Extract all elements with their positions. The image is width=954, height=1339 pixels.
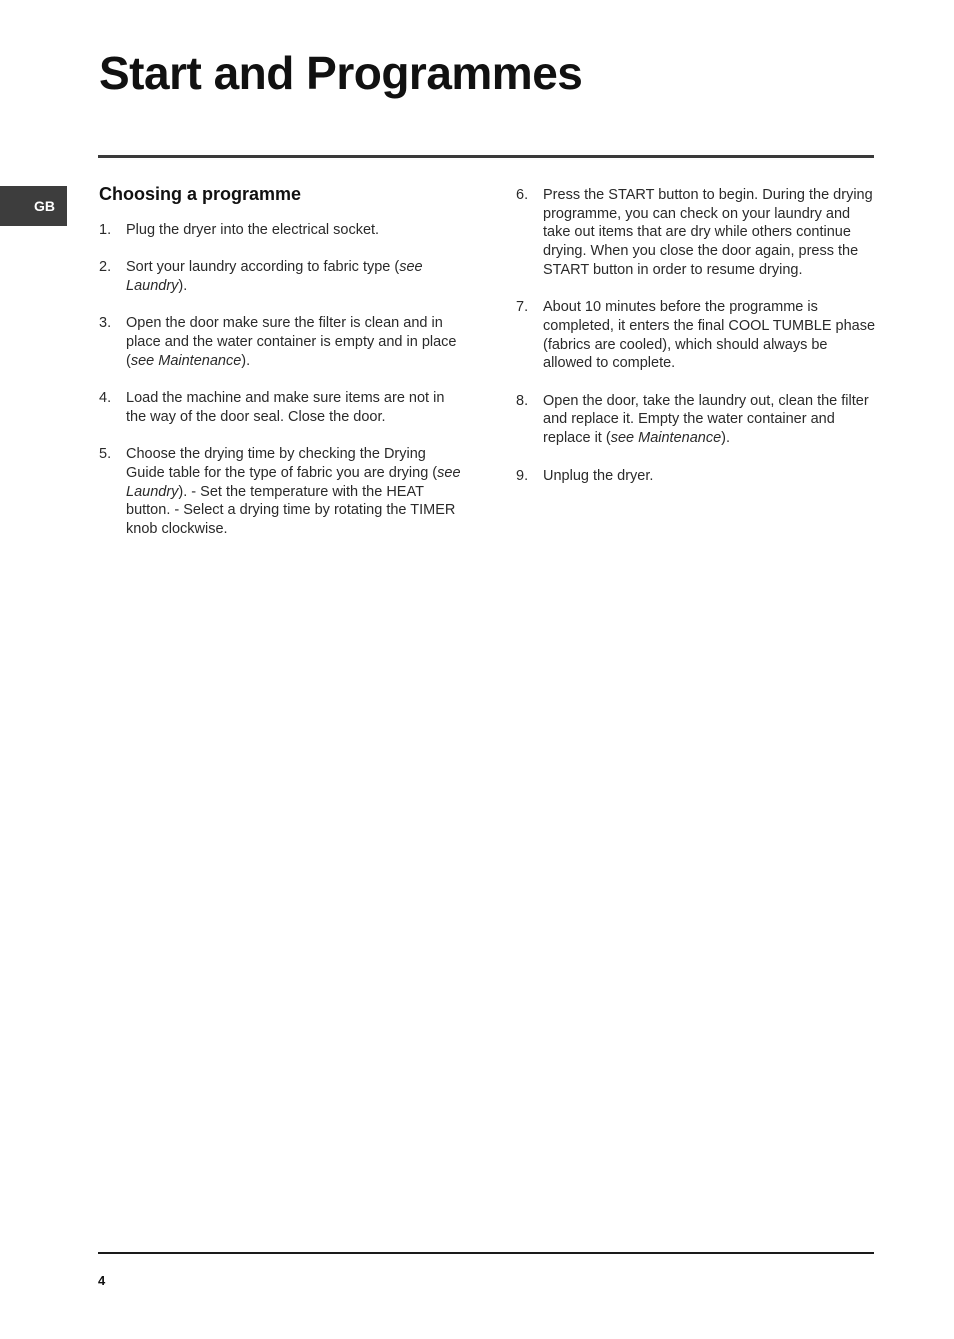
step-number: 6. — [516, 187, 529, 203]
step-text-after: ). — [721, 430, 730, 447]
cross-reference: see Maintenance — [130, 352, 242, 369]
step-text-after: ). — [178, 278, 188, 295]
sub-instruction: - Select a drying time by rotating the TIMER knob clockwise. — [126, 502, 456, 538]
step-text: Unplug the dryer. — [543, 467, 654, 484]
step-text — [543, 392, 876, 448]
step-text-before: Drying Guide table for the type of fabric you are drying ( — [126, 446, 438, 482]
step-text-after: ). — [178, 483, 188, 500]
step-text: About 10 minutes before the programme is completed, it enters the final COOL TUMBLE phase (fabrics are cooled), which should always be allowed to complete. — [543, 299, 876, 372]
step-text-before: Open the door, take the laundry out, clean the filter and replace it. Empty the water container and replace it ( — [543, 392, 869, 447]
step-text — [126, 445, 461, 539]
step-text-after: ). — [241, 352, 251, 369]
step-5 — [99, 445, 461, 539]
step-line: Choose the drying time by checking the — [126, 446, 380, 463]
language-tab: GB — [0, 186, 67, 226]
step-text-before: Open the door make sure the filter is clean and in place and the water container is empty and in place ( — [126, 315, 457, 369]
step-number: 4. — [99, 390, 112, 407]
steps-list-left — [99, 221, 461, 539]
footer-divider — [98, 1252, 874, 1254]
step-number: 8. — [516, 392, 529, 409]
step-1 — [99, 221, 461, 240]
step-number: 9. — [516, 467, 529, 484]
page-number: 4 — [98, 1273, 106, 1288]
step-text: Plug the dryer into the electrical socket. — [126, 222, 380, 238]
section-heading: Choosing a programme — [99, 184, 302, 204]
step-text: Load the machine and make sure items are not in the way of the door seal. Close the door. — [126, 390, 445, 425]
step-text — [126, 258, 461, 295]
step-7 — [516, 298, 876, 373]
header-divider — [98, 155, 874, 158]
step-number: 5. — [99, 446, 112, 463]
cross-reference: see Maintenance — [610, 430, 722, 447]
step-8 — [516, 392, 876, 448]
step-number: 7. — [516, 299, 529, 316]
step-text-before: Sort your laundry according to fabric type ( — [126, 259, 400, 276]
step-number: 3. — [99, 315, 112, 332]
step-4 — [99, 389, 461, 426]
cross-reference: see Laundry — [126, 259, 423, 295]
steps-list-right — [516, 186, 876, 485]
step-2 — [99, 258, 461, 295]
step-number: 1. — [99, 222, 112, 238]
cross-reference: see Laundry — [126, 465, 461, 500]
step-number: 2. — [99, 259, 112, 276]
sub-instruction: - Set the temperature with the HEAT button. — [126, 483, 424, 519]
left-column — [99, 183, 461, 558]
step-text — [543, 186, 876, 280]
step-9 — [516, 467, 876, 486]
step-3 — [99, 314, 461, 370]
right-column — [516, 186, 876, 504]
page-title: Start and Programmes — [99, 47, 583, 99]
step-line: During the drying programme, you can check on your laundry and take out items that are dry while others continue drying. When you close the door again, press the START button in order to resume drying. — [543, 187, 873, 278]
step-6 — [516, 186, 876, 280]
step-line: Press the START button to begin. — [543, 187, 759, 203]
step-text — [126, 314, 461, 370]
